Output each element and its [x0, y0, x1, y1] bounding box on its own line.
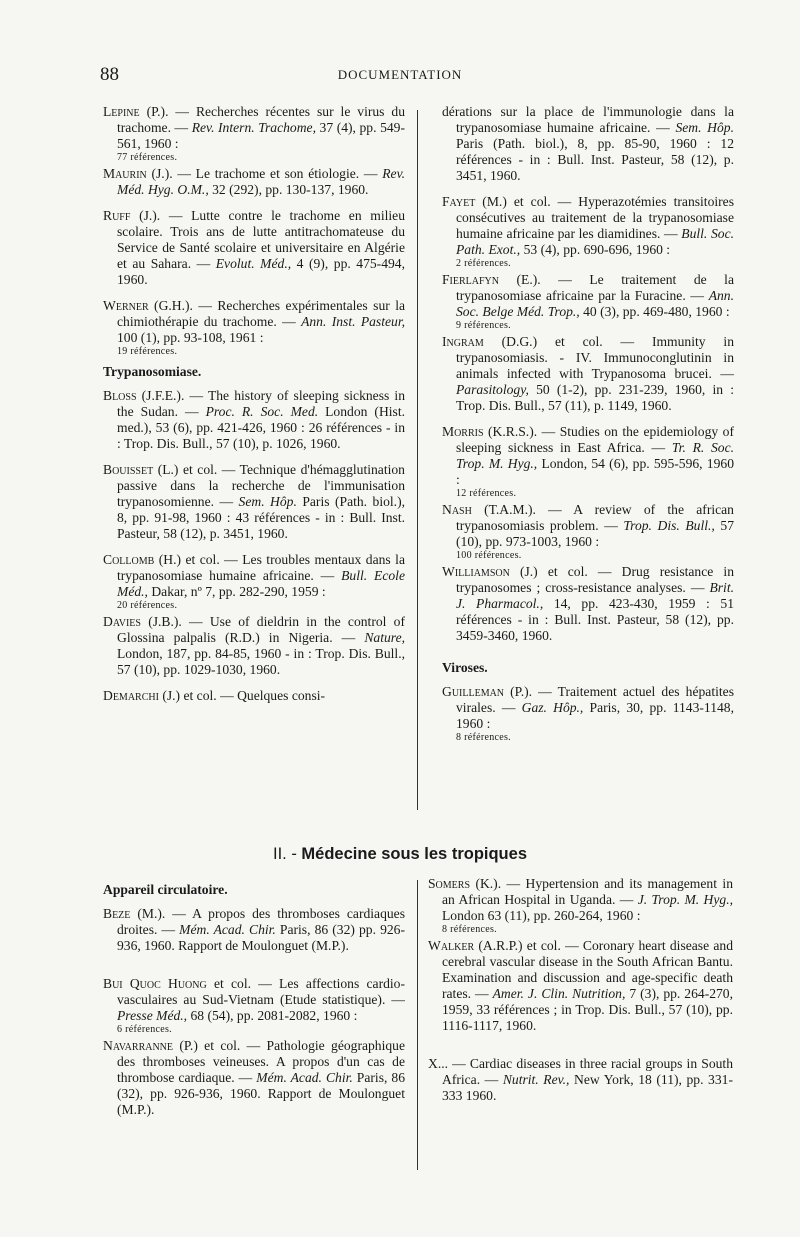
bibliography-entry [103, 614, 405, 678]
entry-text: — Studies on the epidemiology of sleeping sickness in East Africa. — [456, 424, 735, 455]
entry-citation: London, 54 (6), pp. 595-596, 1960 : [456, 456, 734, 487]
entry-text: dérations sur la place de l'immunologie dans la trypanosomiase humaine africaine. — [442, 104, 734, 135]
bibliography-entry [103, 208, 405, 288]
entry-author: Nash (T.A.M.). [442, 502, 536, 517]
entry-author: Morris (K.R.S.). [442, 424, 538, 439]
entry-text: — Recherches expérimentales sur la chimiothérapie du trachome. — [117, 298, 405, 329]
entry-text: et col. — Hyperazotémies transitoires consécutives au traitement de la trypanosomiase humaine africaine par les diamidines. — [456, 194, 735, 241]
entry-author: Williamson (J.) [442, 564, 538, 579]
entry-author: Ingram (D.G.) [442, 334, 538, 349]
entry-journal: Mém. Acad. Chir. [179, 922, 276, 937]
bibliography-entry [442, 272, 734, 320]
entry-author: Guilleman (P.). [442, 684, 533, 699]
right-column-bottom [428, 876, 733, 1126]
entry-reference-count: 8 références. [442, 924, 497, 935]
entry-text: — A review of the african trypanosomiasis problem. — [456, 502, 734, 533]
running-head: DOCUMENTATION [337, 67, 463, 82]
entry-journal: Sem. Hôp. [675, 120, 734, 135]
entry-citation: New York, 18 (11), pp. 331-333 1960. [442, 1072, 733, 1103]
entry-citation: Paris, 30, pp. 1143-1148, 1960 : [456, 700, 734, 731]
entry-citation: London, 187, pp. 84-85, 1960 - in : Trop. Dis. Bull., 57 (10), pp. 1029-1030, 1960. [117, 646, 405, 677]
entry-citation: Paris, 86 (32), pp. 926-936, 1960. Rapport de Moulonguet (M.P.). [117, 1070, 405, 1117]
entry-text: et col. — Drug resistance in trypanosomes ; cross-resistance analyses. — [456, 564, 734, 595]
entry-reference-count: 77 références. [117, 152, 178, 163]
entry-journal: Mém. Acad. Chir. [256, 1070, 353, 1085]
main-heading-title: Médecine sous les tropiques [296, 845, 527, 863]
entry-text: — The history of sleeping sickness in the Sudan. — [117, 388, 405, 419]
main-section-heading [0, 845, 800, 864]
entry-reference-count: 6 références. [117, 1024, 172, 1035]
entry-author: Collomb (H.) [103, 552, 182, 567]
entry-text: — Le trachome et son étiologie. — [172, 166, 383, 181]
main-heading-number: II. - [273, 845, 297, 863]
entry-author: Somers (K.). [428, 876, 502, 891]
entry-list [428, 876, 733, 1126]
bibliography-entry [103, 166, 405, 198]
entry-citation: Paris (Path. biol.), 8, pp. 85-90, 1960 : 12 références - in : Bull. Inst. Pasteur, 58 (12), p. 3451, 1960. [456, 136, 734, 183]
section-heading-viroses: Viroses. [442, 660, 488, 675]
entry-list [103, 388, 405, 714]
entry-citation: 40 (3), pp. 469-480, 1960 : [579, 304, 730, 319]
entry-journal: Rev. Intern. Trachome, [191, 120, 316, 135]
entry-journal: Trop. Dis. Bull., [623, 518, 715, 533]
entry-journal: Sem. Hôp. [238, 494, 297, 509]
entry-journal: Nutrit. Rev., [502, 1072, 570, 1087]
entry-citation: Dakar, nº 7, pp. 282-290, 1959 : [147, 584, 326, 599]
entry-author: Fayet (M.) [442, 194, 507, 209]
entry-text: — Le traitement de la trypanosomiase africaine par la Furacine. — [456, 272, 734, 303]
entry-reference-count: 100 références. [456, 550, 522, 561]
entry-author: Davies (J.B.). [103, 614, 182, 629]
entry-citation: Paris (Path. biol.), 8, pp. 91-98, 1960 : 43 références - in : Bull. Inst. Pasteur, 58 (12), p. 3451, 1960. [117, 494, 406, 541]
entry-author: Navarranne (P.) [103, 1038, 198, 1053]
entry-author: Beze (M.). [103, 906, 166, 921]
entry-list [442, 104, 734, 654]
entry-reference-count: 19 références. [117, 346, 178, 357]
entry-citation: 14, pp. 423-430, 1959 : 51 références - in : Bull. Inst. Pasteur, 58 (12), pp. 3459-3460, 1960. [456, 596, 734, 643]
bibliography-entry [103, 976, 405, 1024]
entry-citation: 37 (4), pp. 549-561, 1960 : [117, 120, 405, 151]
bibliography-entry [103, 906, 405, 954]
entry-citation: London (Hist. med.), 53 (6), pp. 421-426, 1960 : 26 références - in : Trop. Dis. Bull., 57 (10), p. 1026, 1960. [117, 404, 405, 451]
entry-author: X... [428, 1056, 449, 1071]
bibliography-entry [442, 502, 734, 550]
entry-text: et col. — Les affections cardio-vasculaires au Sud-Vietnam (Etude statistique). — [117, 976, 405, 1007]
entry-reference-count: 20 références. [117, 600, 178, 611]
entry-author: Bui Quoc Huong [103, 976, 207, 991]
bibliography-entry [103, 388, 405, 452]
bibliography-entry [428, 1056, 733, 1104]
entry-author: Walker (A.R.P.) [428, 938, 523, 953]
entry-journal: Rev. Méd. Hyg. O.M., [117, 166, 405, 197]
entry-author: Lepine (P.). [103, 104, 169, 119]
entry-journal: Presse Méd., [117, 1008, 188, 1023]
bibliography-entry [442, 194, 734, 258]
bibliography-entry [103, 104, 405, 152]
entry-journal: Brit. J. Pharmacol., [456, 580, 734, 611]
entry-citation: 4 (9), pp. 475-494, 1960. [117, 256, 405, 287]
entry-author: Bloss (J.F.E.). [103, 388, 185, 403]
entry-journal: Ann. Soc. Belge Méd. Trop., [456, 288, 734, 319]
entry-text: et col. — Coronary heart disease and cerebral vascular disease in the South African Bantu. Examination and discussion and age-specific death rates. — [442, 938, 733, 1001]
entry-citation: 53 (4), pp. 690-696, 1960 : [520, 242, 671, 257]
bibliography-entry [103, 688, 405, 704]
bibliography-entry [442, 334, 734, 414]
bibliography-entry [103, 298, 405, 346]
entry-journal: Evolut. Méd., [215, 256, 292, 271]
column-divider-top [417, 110, 418, 810]
entry-text: et col. — Pathologie géographique des thromboses veineuses. A propos d'un cas de thrombose cardiaque. — [117, 1038, 406, 1085]
entry-journal: Ann. Inst. Pasteur, [301, 314, 406, 329]
entry-journal: Nature, [364, 630, 405, 645]
left-column-top [103, 104, 405, 714]
entry-text: et col. — Quelques consi- [180, 688, 326, 703]
bibliography-entry [103, 552, 405, 600]
entry-citation: 57 (10), pp. 973-1003, 1960 : [456, 518, 734, 549]
bibliography-entry [428, 938, 733, 1034]
entry-text: — Hypertension and its management in an African Hospital in Uganda. — [442, 876, 733, 907]
bibliography-entry [442, 684, 734, 732]
section-heading-trypanosomiase: Trypanosomiase. [103, 364, 202, 379]
entry-citation: 32 (292), pp. 130-137, 1960. [208, 182, 369, 197]
entry-journal: Gaz. Hôp., [521, 700, 584, 715]
bibliography-entry [103, 462, 405, 542]
entry-text: — Recherches récentes sur le virus du trachome. — [117, 104, 406, 135]
entry-journal: Parasitology, [456, 382, 529, 397]
entry-author: Fierlafyn (E.). [442, 272, 541, 287]
left-column-bottom [103, 876, 405, 1140]
entry-journal: Tr. R. Soc. Trop. M. Hyg., [456, 440, 735, 471]
entry-citation: 50 (1-2), pp. 231-239, 1960, in : Trop. Dis. Bull., 57 (11), p. 1149, 1960. [456, 382, 734, 413]
entry-reference-count: 9 références. [456, 320, 511, 331]
entry-journal: J. Trop. M. Hyg., [637, 892, 733, 907]
entry-journal: Amer. J. Clin. Nutrition, [492, 986, 626, 1001]
entry-reference-count: 2 références. [456, 258, 511, 269]
bibliography-entry [442, 104, 734, 184]
entry-citation: 100 (1), pp. 93-108, 1961 : [117, 330, 264, 345]
entry-reference-count: 8 références. [456, 732, 511, 743]
bibliography-entry [103, 1038, 405, 1118]
entry-reference-count: 12 références. [456, 488, 517, 499]
entry-author: Maurin (J.). [103, 166, 173, 181]
column-divider-bottom [417, 880, 418, 1170]
entry-citation: 7 (3), pp. 264-270, 1959, 33 références ; in Trop. Dis. Bull., 57 (10), pp. 1116-1117, 1960. [442, 986, 734, 1033]
entry-text: — A propos des thromboses cardiaques droites. — [117, 906, 405, 937]
entry-journal: Bull. Soc. Path. Exot., [456, 226, 734, 257]
entry-author: Ruff (J.). [103, 208, 161, 223]
entry-journal: Proc. R. Soc. Med. [205, 404, 319, 419]
bibliography-entry [428, 876, 733, 924]
entry-text: et col. — Les troubles mentaux dans la trypanosomiase humaine africaine. — [117, 552, 405, 583]
entry-list [103, 906, 405, 1140]
entry-text: — Traitement actuel des hépatites virales. — [456, 684, 734, 715]
entry-citation: Paris, 86 (32) pp. 926-936, 1960. Rapport de Moulonguet (M.P.). [117, 922, 405, 953]
entry-text: — Lutte contre le trachome en milieu scolaire. Trois ans de lutte antitrachomateuse du Service de Santé scolaire et universitaire en Algérie et au Sahara. — [117, 208, 406, 271]
entry-author: Demarchi (J.) [103, 688, 181, 703]
section-heading-appareil: Appareil circulatoire. [103, 882, 228, 897]
right-column-top [442, 104, 734, 746]
bibliography-entry [442, 424, 734, 488]
entry-text: et col. — Immunity in trypanosomiasis. - IV. Immunoconglutinin in animals infected with Trypanosoma brucei. — [456, 334, 734, 381]
bibliography-entry [442, 564, 734, 644]
entry-text: et col. — Technique d'hémagglutination passive dans la recherche de l'immunisation trypanosomienne. — [117, 462, 405, 509]
entry-author: Werner (G.H.). [103, 298, 193, 313]
entry-text: — Cardiac diseases in three racial groups in South Africa. — [442, 1056, 733, 1087]
page-number: 88 [100, 64, 119, 85]
entry-list [442, 684, 734, 744]
entry-text: — Use of dieldrin in the control of Glossina palpalis (R.D.) in Nigeria. — [117, 614, 405, 645]
entry-list [103, 104, 405, 358]
entry-author: Bouisset (L.) [103, 462, 179, 477]
entry-citation: 68 (54), pp. 2081-2082, 1960 : [187, 1008, 358, 1023]
entry-journal: Bull. Ecole Méd., [117, 568, 405, 599]
entry-citation: London 63 (11), pp. 260-264, 1960 : [442, 908, 641, 923]
